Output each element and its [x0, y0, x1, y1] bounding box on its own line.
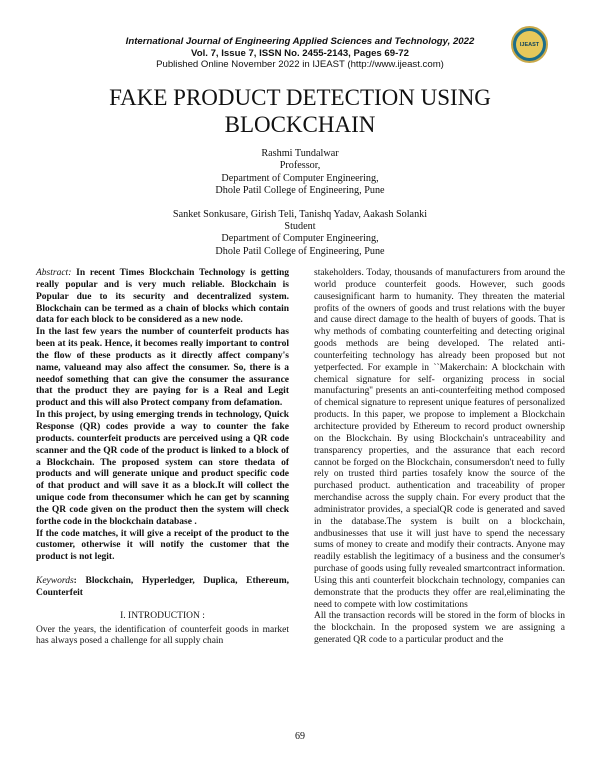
journal-published: Published Online November 2022 in IJEAST (http://www.ijeast.com) [156, 59, 444, 70]
page-number: 69 [295, 731, 305, 742]
paper-title-line2: BLOCKCHAIN [224, 112, 376, 137]
journal-volume: Vol. 7, Issue 7, ISSN No. 2455-2143, Pages 69-72 [191, 48, 409, 59]
paper-title-line1: FAKE PRODUCT DETECTION USING [109, 85, 491, 110]
abstract-paragraph-4: If the code matches, it will give a receipt of the product to the customer, otherwise it will notify the customer that the product is not legit. [36, 528, 289, 563]
right-paragraph-2: All the transaction records will be stored in the form of blocks in the blockchain. In the proposed system we are assigning a generated QR code to a particular product and the [314, 611, 565, 646]
section-heading-introduction: I. INTRODUCTION : [120, 610, 205, 621]
abstract-text-1: In recent Times Blockchain Technology is getting really popular and is very much reliable. Blockchain is Popular due to its security and decentralized system. Blockchain can be termed as a chain of blocks which contain data for each block to be considered as a new node. [36, 268, 290, 326]
author1-college: Dhole Patil College of Engineering, Pune [215, 185, 385, 197]
journal-logo [511, 26, 548, 63]
left-column [36, 268, 289, 648]
journal-header [0, 36, 600, 70]
author-block [0, 148, 600, 258]
right-paragraph-1: stakeholders. Today, thousands of manufacturers from around the world produce counterfeit goods. However, such goods causesignificant harm to humanity. They threaten the material profits of the owners of goods and trust relations with the buyer and cause direct damage to the health of buyers of goods. That is why methods of combating counterfeiting and detecting original goods methods are being developed. The related anti-counterfeiting technology has already been proposed but not yetperfected. For example in ``Makerchain: A blockchain with chemical signature for self- organizing process in social manufacturing'' presents an anti-counterfeiting method composed of chemical signature to represent unique features of personalized products. In this paper, we propose to implement a Blockchain architecture provided by Ethereum to record product ownership on the Blockchain. By using Blockchain's untraceability and transparency properties, and the assurance that each record cannot be forged on the Blockchain, consumersdon't need to fully rely on trusted third parties tosafely know the source of the purchased product. authentication and traceability of proper merchandise across the supply chain. For every product that the administrator provides, a specialQR code is generated and saved in the database.The system is built on a blockchain, andbusinesses that use it will just have to spend the necessary sums of money to create and modify their contracts. Anyone may readily establish the legitimacy of a business and the consumer's purchase of goods using fully revealed smartcontract information. Using this anti counterfeit blockchain technology, companies can demonstrate that the products they offer are real,eliminating the need to compete with low costimitations [314, 268, 565, 610]
intro-paragraph-1: Over the years, the identification of counterfeit goods in market has always posed a challenge for all supply chain [36, 624, 289, 647]
author1-role: Professor, [279, 160, 321, 172]
author1-department: Department of Computer Engineering, [221, 172, 379, 184]
author2-department: Department of Computer Engineering, [221, 233, 379, 245]
author2-college: Dhole Patil College of Engineering, Pune [215, 245, 385, 257]
author1-name: Rashmi Tundalwar [261, 148, 339, 159]
keywords-label: Keywords [36, 576, 74, 587]
abstract-label: Abstract: [36, 268, 72, 278]
journal-logo-text: IJEAST [519, 41, 540, 48]
abstract-paragraph-3: In this project, by using emerging trends in technology, Quick Response (QR) codes provide a way to counter the fake products. counterfeit products are perceived using a QR code scanner and the QR code of the product is linked to a block of a Blockchain. The proposed system can store thedata of products and will generate unique and product specific code of that product and will save it as a block.It will collect the unique code from theconsumer which he can get by scanning the QR code given on the product then the system will check forthe code in the blockchain database . [36, 410, 289, 527]
journal-name: International Journal of Engineering Applied Sciences and Technology, 2022 [125, 36, 475, 47]
author2-names: Sanket Sonkusare, Girish Teli, Tanishq Yadav, Aakash Solanki [172, 208, 428, 220]
author2-role: Student [284, 221, 316, 233]
keywords [36, 576, 289, 600]
abstract-paragraph-2: In the last few years the number of counterfeit products has been at its peak. Hence, it becomes really important to control the flow of these products as it directly affect company's name, valueand may also affect the consumer. So, there is a needof something that can give the consumer the assurance that the product they are paying for is a Real and Legit product and this will also Protect company from defamation. [36, 327, 289, 409]
keywords-text: : Blockchain, Hyperledger, Duplica, Ethereum, Counterfeit [36, 576, 289, 598]
right-column [314, 268, 565, 647]
abstract-paragraph-1 [36, 268, 289, 327]
paper-title [0, 84, 600, 138]
